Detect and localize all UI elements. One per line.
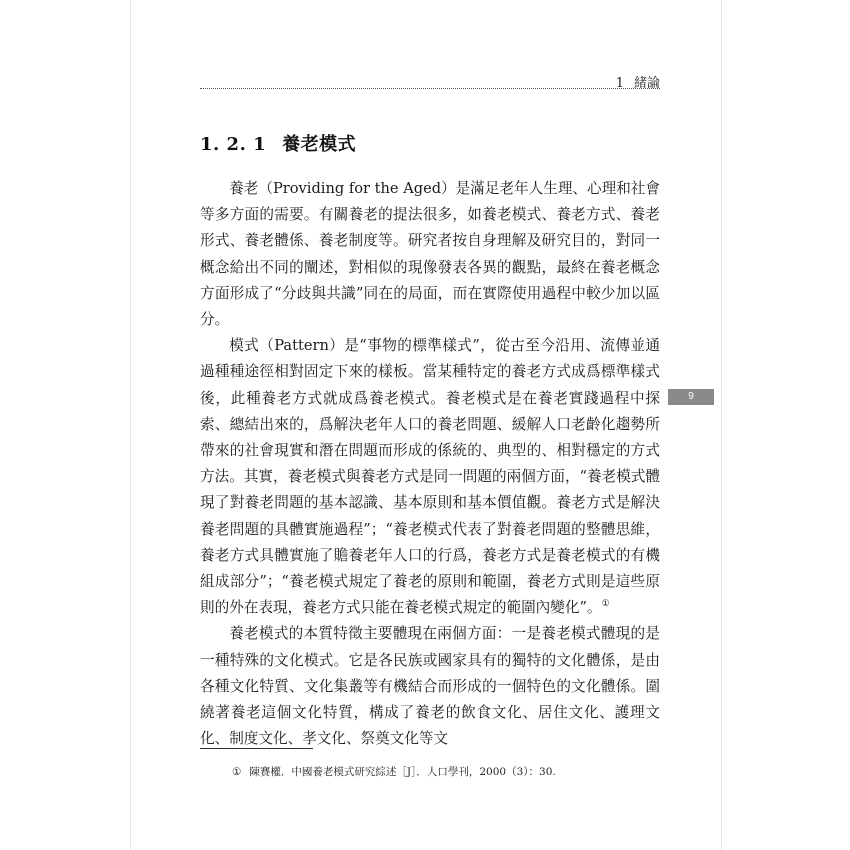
footnote-mark: ① — [232, 766, 242, 778]
chapter-title: 緒論 — [633, 76, 660, 91]
section-title: 養老模式 — [282, 134, 357, 155]
paragraph-2 — [200, 333, 660, 621]
paragraph-3 — [200, 621, 660, 752]
section-number: 1. 2. 1 — [200, 134, 267, 155]
paragraph-1 — [200, 176, 660, 333]
footnote-text: 陳賽權．中國養老模式研究綜述［J］．人口學刊，2000（3）：30. — [249, 766, 556, 778]
footnote — [232, 764, 662, 779]
chapter-number: 1 — [615, 76, 624, 91]
paragraph-1-text: 養老（Providing for the Aged）是滿足老年人生理、心理和社會等多方面的需要。有關養老的提法很多，如養老模式、養老方式、養老形式、養老體係、養老制度等。研究者按自身理解及研究目的，對同一概念給出不同的闡述，對相似的現像發表各異的觀點，最終在養老概念方面形成了“分歧與共識”同在的局面，而在實際使用過程中較少加以區分。 — [200, 180, 660, 329]
section-heading — [200, 130, 356, 156]
body-text — [200, 176, 660, 752]
paragraph-3-text: 養老模式的本質特徵主要體現在兩個方面：一是養老模式體現的是一種特殊的文化模式。它是各民族或國家具有的獨特的文化體係，是由各種文化特質、文化集叢等有機結合而形成的一個特色的文化體係。圍繞著養老這個文化特質，構成了養老的飲食文化、居住文化、護理文化、制度文化、孝文化、祭奠文化等文 — [200, 625, 660, 748]
footnote-reference[interactable]: ① — [601, 599, 610, 610]
header-dotted-rule — [200, 88, 660, 89]
paragraph-2-text: 模式（Pattern）是“事物的標準樣式”，從古至今沿用、流傳並通過種種途徑相對固定下來的樣板。當某種特定的養老方式成爲標準樣式後，此種養老方式就成爲養老模式。養老模式是在養老實踐過程中探索、總結出來的，爲解決老年人口的養老問題、緩解人口老齡化趨勢所帶來的社會現實和潛在問題而形成的係統的、典型的、相對穩定的方式方法。其實，養老模式與養老方式是同一問題的兩個方面，“養老模式體現了對養老問題的基本認識、基本原則和基本價值觀。養老方式是解決養老問題的具體實施過程”；“養老模式代表了對養老問題的整體思維，養老方式具體實施了贍養老年人口的行爲，養老方式是養老模式的有機組成部分”；“養老模式規定了養老的原則和範圍，養老方式則是這些原則的外在表現，養老方式只能在養老模式規定的範圍內變化”。 — [200, 337, 660, 617]
footnote-rule — [200, 748, 313, 749]
page-number-tab: 9 — [668, 389, 714, 405]
